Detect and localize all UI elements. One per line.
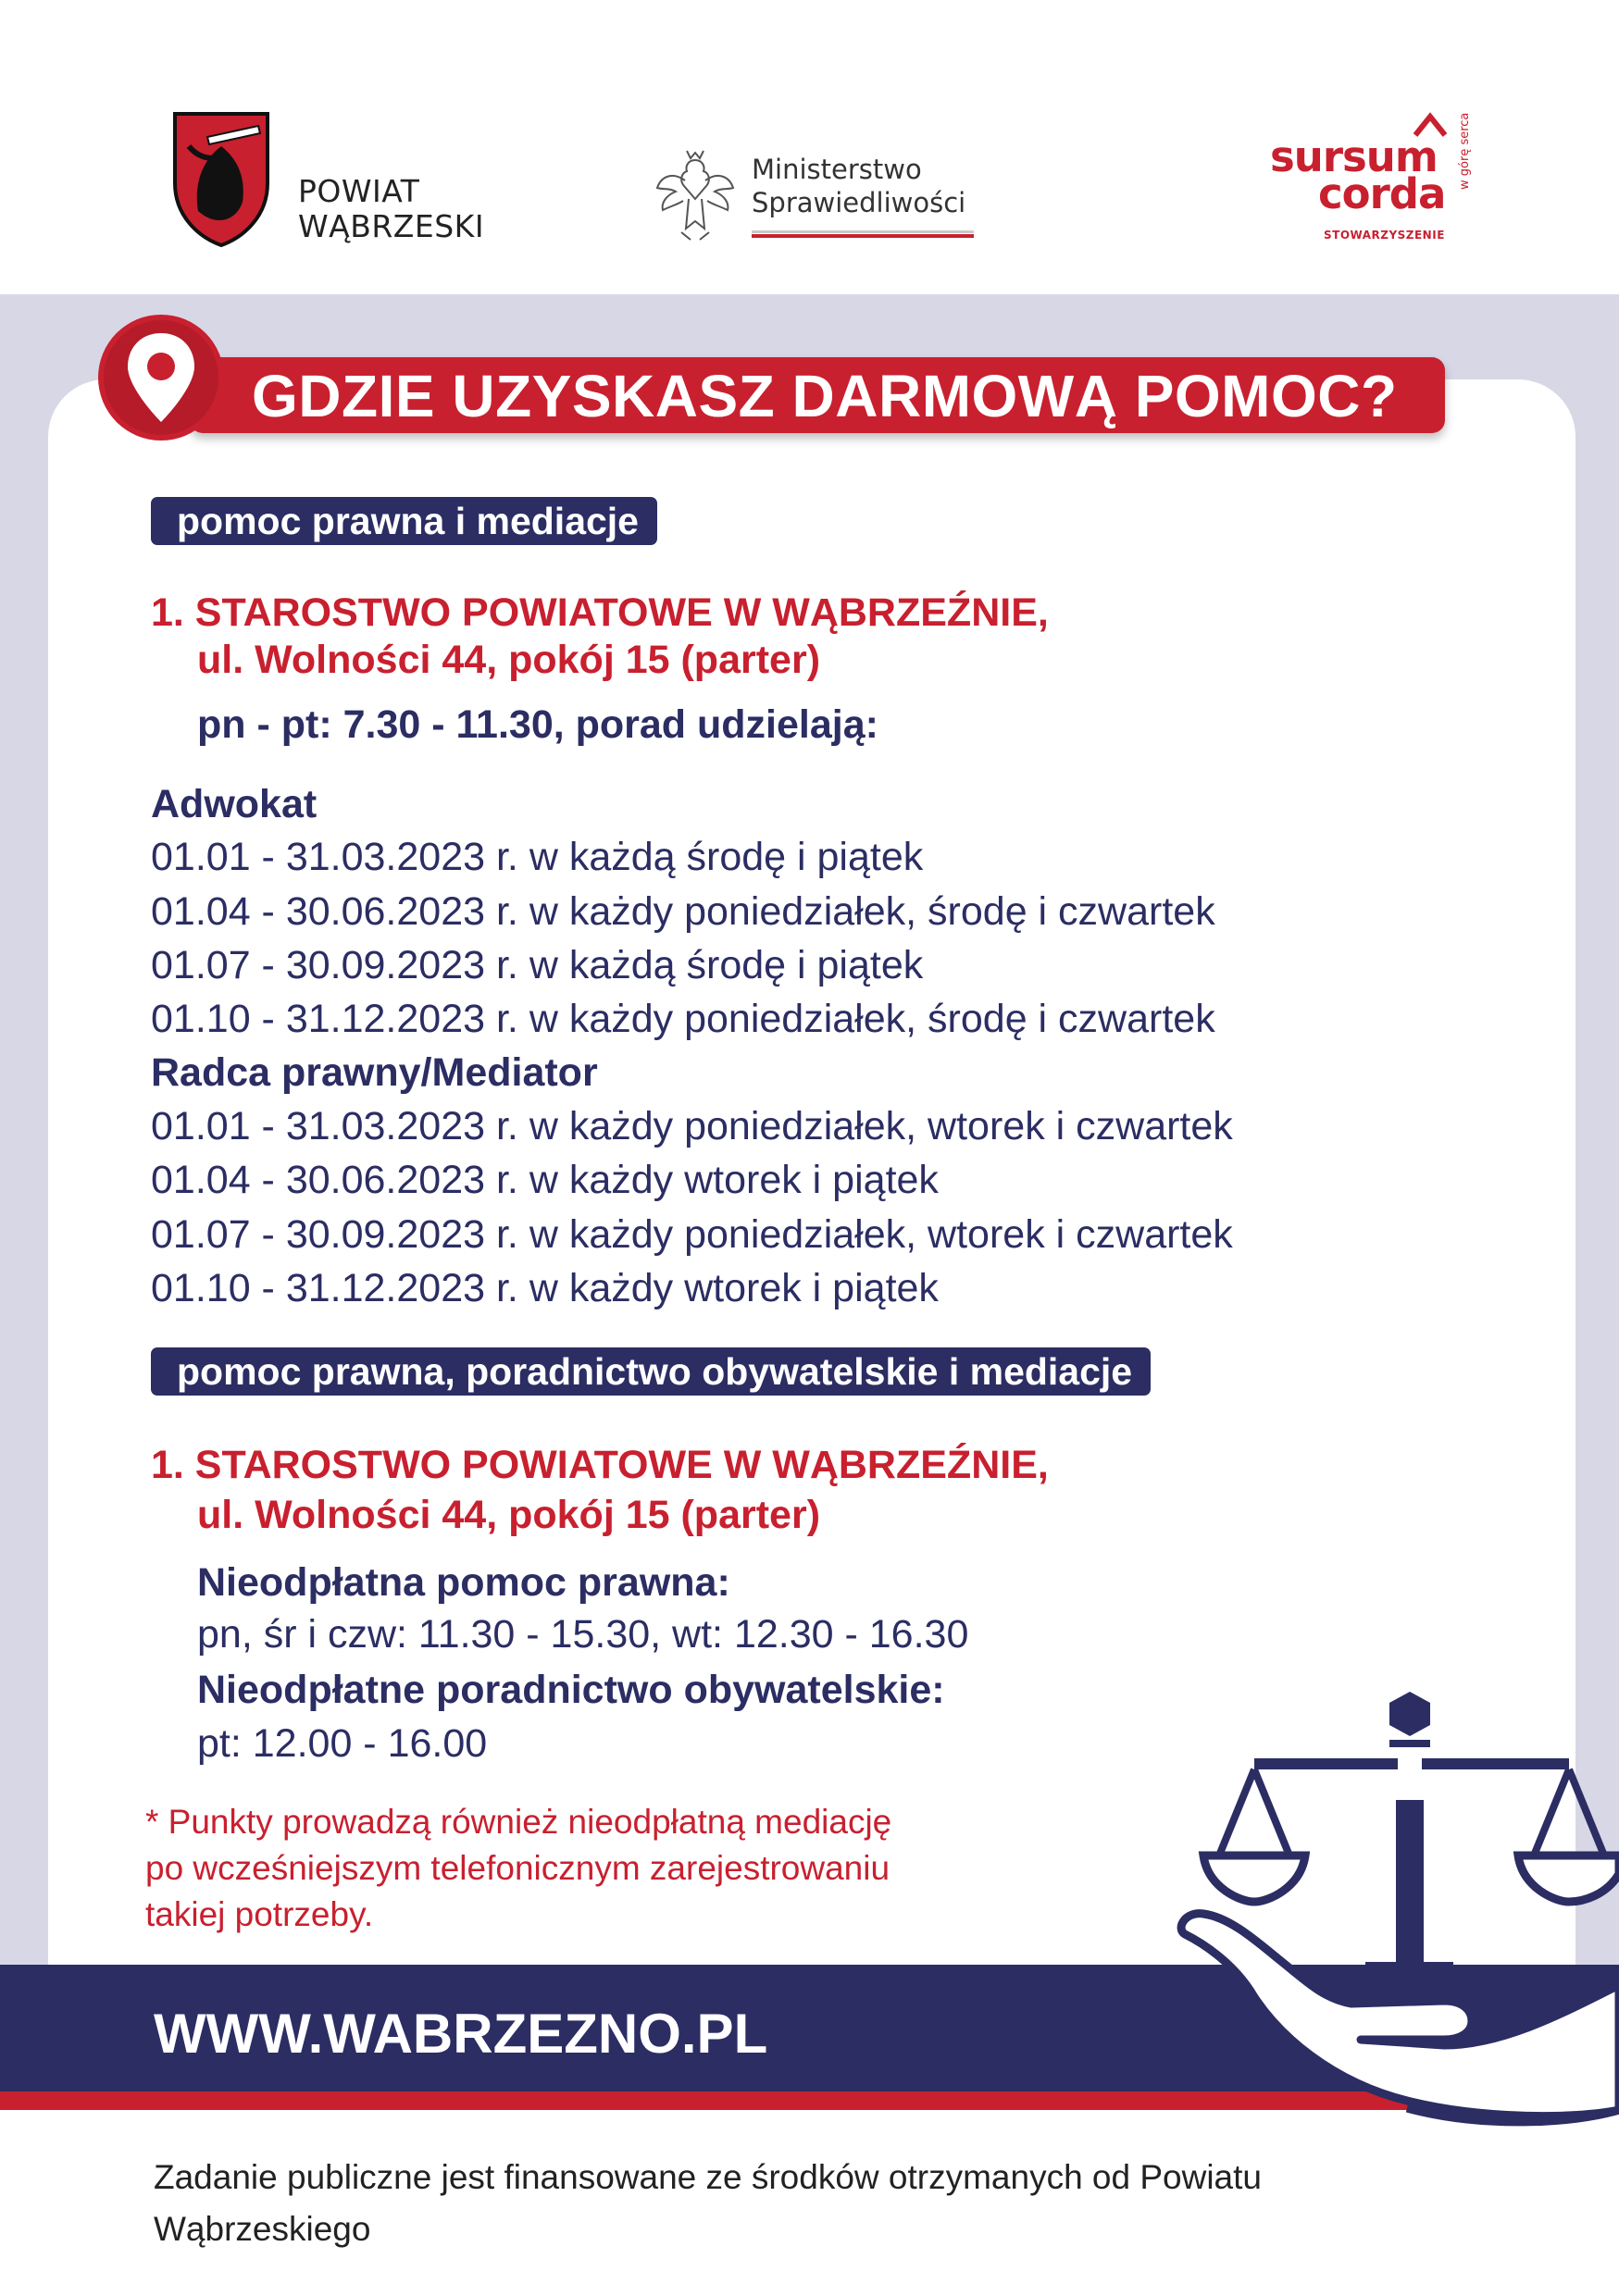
location-pin-icon [96, 313, 226, 450]
page-title: GDZIE UZYSKASZ DARMOWĄ POMOC? [252, 363, 1398, 429]
powiat-name-line1: POWIAT [298, 173, 420, 209]
sursum-corda-logo [1270, 111, 1501, 259]
note-line: takiej potrzeby. [145, 1895, 374, 1933]
group-heading-adwokat: Adwokat [151, 782, 318, 826]
office-hours: pn - pt: 7.30 - 11.30, porad udzielają: [197, 702, 878, 747]
corda-word: corda [1318, 169, 1446, 218]
schedule-row: 01.07 - 30.09.2023 r. w każdy poniedziałek, wtorek i czwartek [151, 1212, 1233, 1257]
schedule-row: 01.01 - 31.03.2023 r. w każdy poniedziałek, wtorek i czwartek [151, 1104, 1233, 1148]
sursum-subtitle: STOWARZYSZENIE [1324, 229, 1445, 242]
group-heading-radca: Radca prawny/Mediator [151, 1050, 598, 1095]
legal-aid-heading: Nieodpłatna pomoc prawna: [197, 1560, 730, 1605]
ministry-name-line1: Ministerstwo [752, 154, 922, 185]
civic-aid-hours: pt: 12.00 - 16.00 [197, 1721, 488, 1766]
powiat-logo [170, 109, 504, 248]
schedule-row: 01.01 - 31.03.2023 r. w każdą środę i piątek [151, 835, 924, 879]
flag-stripes [752, 230, 974, 238]
sursum-tagline: w górę serca [1458, 112, 1472, 190]
website-link[interactable]: WWW.WABRZEZNO.PL [154, 2003, 768, 2065]
scales-of-justice-in-hand-icon [1166, 1666, 1619, 2175]
ministry-logo [654, 143, 987, 245]
ministry-name-line2: Sprawiedliwości [752, 187, 966, 218]
note-line: * Punkty prowadzą również nieodpłatną mediację [145, 1803, 892, 1841]
schedule-row: 01.07 - 30.09.2023 r. w każdą środę i piątek [151, 943, 924, 987]
schedule-row: 01.04 - 30.06.2023 r. w każdy wtorek i piątek [151, 1158, 939, 1202]
location-line1: 1. STAROSTWO POWIATOWE W WĄBRZEŹNIE, [151, 590, 1049, 635]
civic-aid-heading: Nieodpłatne poradnictwo obywatelskie: [197, 1668, 945, 1712]
location-line2: ul. Wolności 44, pokój 15 (parter) [197, 1493, 821, 1537]
funding-statement [154, 2152, 1496, 2255]
location-line2: ul. Wolności 44, pokój 15 (parter) [197, 638, 821, 682]
mediation-note [145, 1799, 891, 1938]
schedule-row: 01.04 - 30.06.2023 r. w każdy poniedziałek, środę i czwartek [151, 889, 1215, 934]
funding-line: Wąbrzeskiego [154, 2210, 371, 2248]
funding-line: Zadanie publiczne jest finansowane ze środków otrzymanych od Powiatu [154, 2158, 1262, 2196]
section-label-civic-aid: pomoc prawna, poradnictwo obywatelskie i mediacje [151, 1347, 1151, 1396]
section-label-legal-aid: pomoc prawna i mediacje [151, 497, 657, 545]
schedule-row: 01.10 - 31.12.2023 r. w każdy wtorek i piątek [151, 1266, 939, 1310]
powiat-name-line2: WĄBRZESKI [298, 208, 485, 244]
coat-of-arms-icon [170, 109, 272, 248]
location-line1: 1. STAROSTWO POWIATOWE W WĄBRZEŹNIE, [151, 1443, 1049, 1487]
schedule-row: 01.10 - 31.12.2023 r. w każdy poniedziałek, środę i czwartek [151, 997, 1215, 1041]
note-line: po wcześniejszym telefonicznym zarejestrowaniu [145, 1849, 890, 1887]
sursum-word: sursum [1270, 132, 1438, 181]
polish-eagle-icon [654, 143, 737, 243]
legal-aid-hours: pn, śr i czw: 11.30 - 15.30, wt: 12.30 - 16.30 [197, 1612, 969, 1657]
